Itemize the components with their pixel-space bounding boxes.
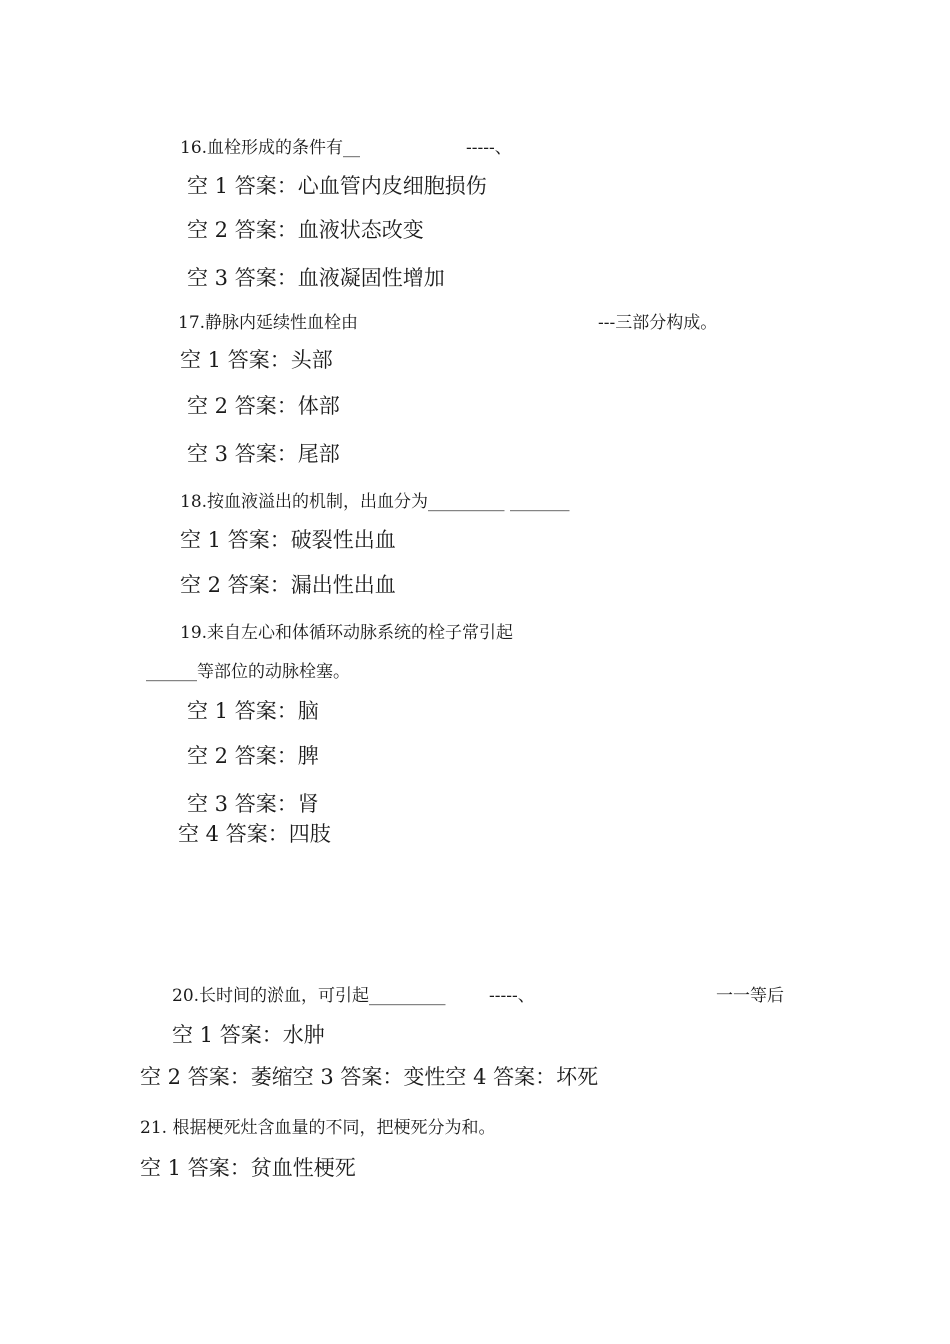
q17-answer-3: 空 3 答案：尾部 [187, 442, 340, 466]
q19-answer-3: 空 3 答案：肾 [187, 792, 319, 816]
question-20: 20.长时间的淤血，可引起_________ [172, 986, 446, 1006]
question-18: 18.按血液溢出的机制，出血分为_________ _______ [180, 492, 570, 512]
q19-answer-1: 空 1 答案：脑 [187, 699, 319, 723]
question-20-mid: -----、 [489, 986, 535, 1006]
q19-answer-2: 空 2 答案：脾 [187, 744, 319, 768]
question-17-trail: ---三部分构成。 [598, 313, 718, 333]
question-19: 19.来自左心和体循环动脉系统的栓子常引起 [180, 623, 514, 643]
q17-answer-1: 空 1 答案：头部 [180, 348, 333, 372]
q20-answer-1: 空 1 答案：水肿 [172, 1023, 325, 1047]
question-16-trail: -----、 [466, 138, 512, 158]
question-20-trail: 一一等后 [716, 986, 784, 1006]
q18-answer-1: 空 1 答案：破裂性出血 [180, 528, 396, 552]
question-17: 17.静脉内延续性血栓由 [178, 313, 359, 333]
q20-answer-2: 空 2 答案：萎缩空 3 答案：变性空 4 答案：坏死 [140, 1065, 599, 1089]
q16-answer-1: 空 1 答案：心血管内皮细胞损伤 [187, 174, 487, 198]
q18-answer-2: 空 2 答案：漏出性出血 [180, 573, 396, 597]
question-21: 21. 根据梗死灶含血量的不同，把梗死分为和。 [140, 1118, 496, 1138]
q16-answer-2: 空 2 答案：血液状态改变 [187, 218, 424, 242]
q19-answer-4: 空 4 答案：四肢 [178, 822, 331, 846]
question-16: 16.血栓形成的条件有__ [180, 138, 361, 158]
q21-answer-1: 空 1 答案：贫血性梗死 [140, 1156, 356, 1180]
question-19-cont: ______等部位的动脉栓塞。 [146, 662, 350, 682]
q16-answer-3: 空 3 答案：血液凝固性增加 [187, 266, 445, 290]
q17-answer-2: 空 2 答案：体部 [187, 394, 340, 418]
